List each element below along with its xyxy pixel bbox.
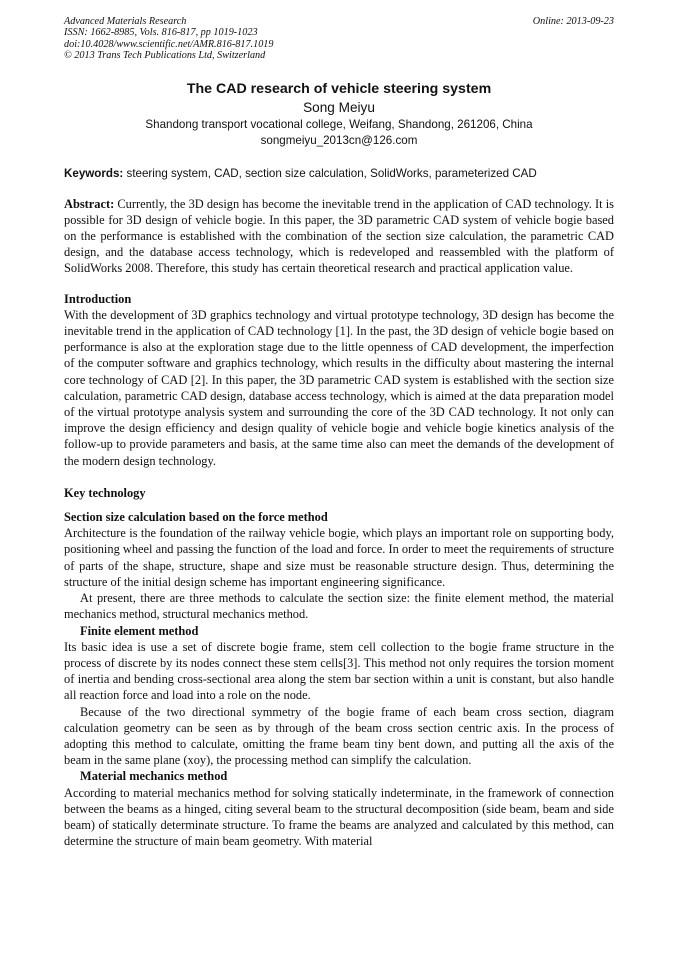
author-name: Song Meiyu xyxy=(303,99,375,115)
material-mechanics-heading: Material mechanics method xyxy=(80,769,228,784)
online-date: Online: 2013-09-23 xyxy=(532,16,614,27)
section-size-paragraph-2: At present, there are three methods to calculate the section size: the finite element method, the material mechanics method, structural mechanics method. xyxy=(64,591,614,622)
doi-line: doi:10.4028/www.scientific.net/AMR.816-817.1019 xyxy=(64,38,274,50)
abstract-text: Currently, the 3D design has become the inevitable trend in the application of CAD technology. It is possible for 3D design of vehicle bogie. In this paper, the 3D parametric CAD system of vehicle bogie based on the performance is established with the combination of the section size calculation, the parametric CAD design, and the database access technology, which is redeveloped and reassembled with the platform of SolidWorks 2008. Therefore, this study has certain theoretical research and practical application value. xyxy=(64,196,614,276)
author-email: songmeiyu_2013cn@126.com xyxy=(260,133,418,147)
journal-name: Advanced Materials Research xyxy=(64,16,187,27)
finite-element-paragraph-1: Its basic idea is use a set of discrete bogie frame, stem cell collection to the bogie frame structure in the process of discrete by its nodes connect these stem cells[3]. This method not only requires the torsion moment of inertia and bending cross-sectional area along the stem bar section within a unit is constant, but also handle all reaction force and load into a role on the node. xyxy=(64,639,614,703)
paper-title: The CAD research of vehicle steering system xyxy=(186,80,492,97)
finite-element-heading: Finite element method xyxy=(80,623,199,638)
section-size-paragraph-1: Architecture is the foundation of the railway vehicle bogie, which plays an important role on supporting body, positioning wheel and passing the function of the load and force. In order to meet the requirements of structure of parts of the shape, structure, shape and size must be reasonable structure design. Thus, determining the structure of the initial design scheme has important engineering significance. xyxy=(64,526,614,589)
keywords-text: steering system, CAD, section size calculation, SolidWorks, parameterized CAD xyxy=(126,166,537,180)
abstract-label: Abstract: xyxy=(64,196,115,211)
key-technology-heading: Key technology xyxy=(64,485,146,500)
issn-line: ISSN: 1662-8985, Vols. 816-817, pp 1019-1023 xyxy=(64,27,258,39)
author-affiliation: Shandong transport vocational college, Weifang, Shandong, 261206, China xyxy=(145,117,533,131)
introduction-heading: Introduction xyxy=(64,291,132,306)
keywords xyxy=(64,166,614,182)
abstract xyxy=(64,196,614,277)
copyright-line: © 2013 Trans Tech Publications Ltd, Switzerland xyxy=(64,50,266,62)
journal-header xyxy=(64,16,614,62)
introduction-paragraph: With the development of 3D graphics technology and virtual prototype technology, 3D design has become the inevitable trend in the application of CAD technology [1]. In the past, the 3D design of vehicle bogie based on performance is also at the exploration stage due to the little openness of CAD development, the imperfection of the computer software and graphics technology, which results in the difficulty about mastering the internal core technology of CAD [2]. In this paper, the 3D parametric CAD system is established with the section size calculation, parametric CAD design, database access technology, which is aimed at the data preparation model of the virtual prototype analysis system and surrounding the core of the 3D CAD technology. It not only can improve the design efficiency and design quality of vehicle bogie and vehicle bogie kinetics analysis of the follow-up to provide parameters and basis, at the same time also can meet the demands of the development of the modern design technology. xyxy=(64,307,614,468)
section-size-heading: Section size calculation based on the force method xyxy=(64,510,328,525)
keywords-label: Keywords: xyxy=(64,166,124,180)
material-mechanics-paragraph: According to material mechanics method for solving statically indeterminate, in the framework of connection between the beams as a hinged, citing several beam to the structural decomposition (side beam, beam and side beam) of statically determinate structure. To frame the beams are analyzed and calculated by this method, can determine the structure of main beam geometry. With material xyxy=(64,785,614,849)
finite-element-paragraph-2: Because of the two directional symmetry of the bogie frame of each beam cross section, diagram calculation geometry can be seen as by through of the beam cross section centric axis. In the process of adopting this method to calculate, omitting the frame beam tiny bent down, and putting all the axis of the beam in the same plane (xoy), the processing method can simplify the calculation. xyxy=(64,704,614,768)
